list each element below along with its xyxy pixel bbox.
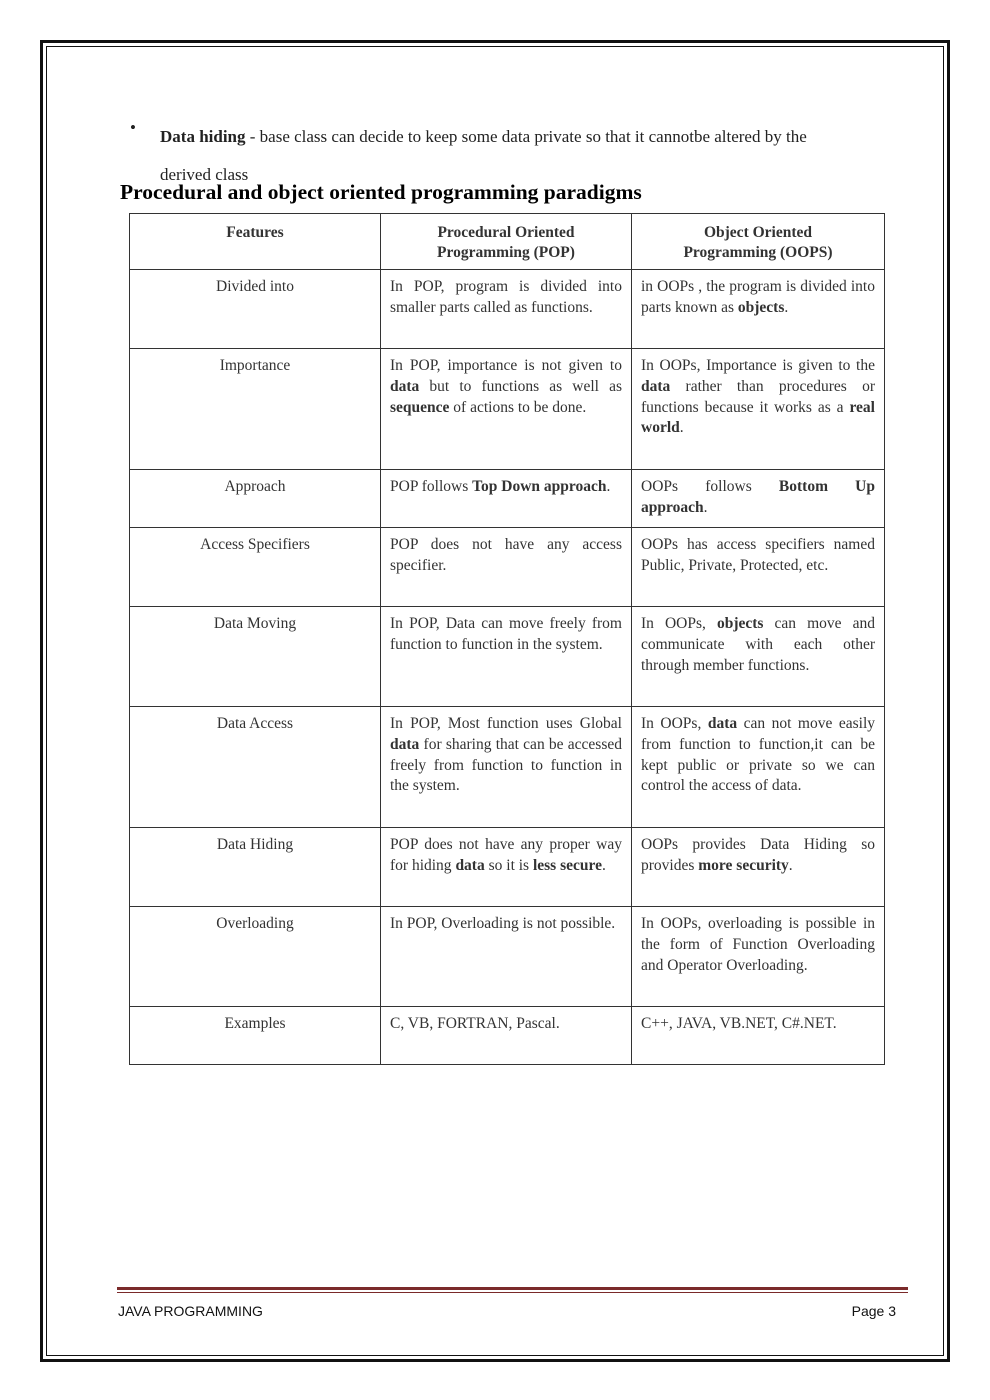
table-row	[130, 349, 885, 470]
oop-cell: C++, JAVA, VB.NET, C#.NET.	[632, 1007, 885, 1065]
table-row	[130, 828, 885, 907]
oop-cell: In OOPs, Importance is given to the data rather than procedures or functions because it works as a real world.	[632, 349, 885, 470]
header-features: Features	[130, 214, 381, 270]
pop-cell: POP does not have any access specifier.	[381, 528, 632, 607]
pop-cell: In POP, Data can move freely from function to function in the system.	[381, 607, 632, 707]
bullet-term: Data hiding	[160, 127, 246, 146]
oop-cell: In OOPs, overloading is possible in the form of Function Overloading and Operator Overloading.	[632, 907, 885, 1007]
pop-cell: In POP, Overloading is not possible.	[381, 907, 632, 1007]
feature-cell: Examples	[130, 1007, 381, 1065]
feature-cell: Data Hiding	[130, 828, 381, 907]
oop-cell: In OOPs, data can not move easily from function to function,it can be kept public or private so we can control the access of data.	[632, 707, 885, 828]
oop-cell: In OOPs, objects can move and communicate with each other through member functions.	[632, 607, 885, 707]
feature-cell: Importance	[130, 349, 381, 470]
page-number: Page 3	[851, 1303, 896, 1319]
pop-cell: C, VB, FORTRAN, Pascal.	[381, 1007, 632, 1065]
oop-cell: OOPs provides Data Hiding so provides more security.	[632, 828, 885, 907]
pop-cell: POP follows Top Down approach.	[381, 470, 632, 528]
table-row	[130, 707, 885, 828]
oop-cell: OOPs follows Bottom Up approach.	[632, 470, 885, 528]
header-pop: Procedural Oriented Programming (POP)	[381, 214, 632, 270]
comparison-table	[129, 213, 885, 1065]
oop-cell: OOPs has access specifiers named Public, Private, Protected, etc.	[632, 528, 885, 607]
footer-rule-thin	[117, 1292, 908, 1293]
footer-title: JAVA PROGRAMMING	[118, 1303, 263, 1319]
table-row	[130, 607, 885, 707]
table-row	[130, 470, 885, 528]
table-row	[130, 1007, 885, 1065]
feature-cell: Approach	[130, 470, 381, 528]
table-row	[130, 907, 885, 1007]
pop-cell: In POP, program is divided into smaller parts called as functions.	[381, 270, 632, 349]
bullet-description: - base class can decide to keep some data private so that it cannotbe altered by the derived class	[160, 127, 807, 184]
pop-cell: POP does not have any proper way for hiding data so it is less secure.	[381, 828, 632, 907]
bullet-marker: •	[130, 118, 136, 137]
header-oops: Object Oriented Programming (OOPS)	[632, 214, 885, 270]
feature-cell: Access Specifiers	[130, 528, 381, 607]
table-row	[130, 528, 885, 607]
footer-rule-thick	[117, 1287, 908, 1290]
section-heading: Procedural and object oriented programming paradigms	[120, 180, 642, 204]
feature-cell: Overloading	[130, 907, 381, 1007]
table-header-row	[130, 214, 885, 270]
feature-cell: Data Moving	[130, 607, 381, 707]
feature-cell: Divided into	[130, 270, 381, 349]
pop-cell: In POP, Most function uses Global data for sharing that can be accessed freely from function to function in the system.	[381, 707, 632, 828]
oop-cell: in OOPs , the program is divided into parts known as objects.	[632, 270, 885, 349]
table-row	[130, 270, 885, 349]
feature-cell: Data Access	[130, 707, 381, 828]
pop-cell: In POP, importance is not given to data but to functions as well as sequence of actions to be done.	[381, 349, 632, 470]
